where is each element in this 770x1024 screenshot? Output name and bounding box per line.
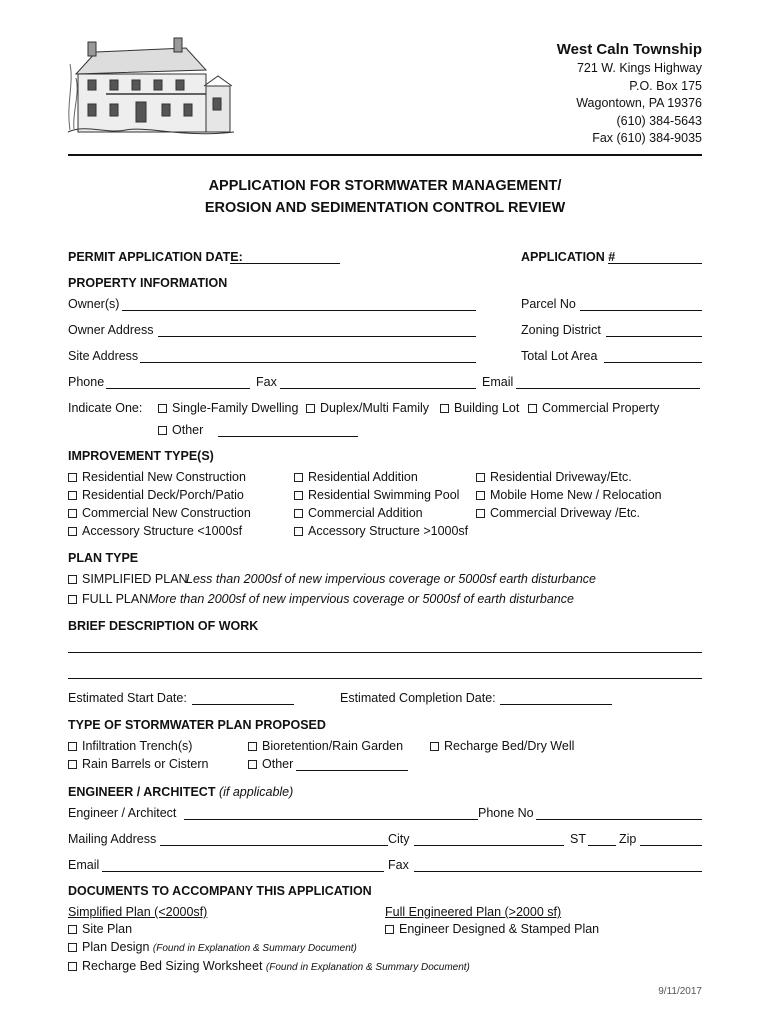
- mailing-address-field[interactable]: [160, 845, 388, 846]
- simplified-plan-checkbox[interactable]: [68, 575, 77, 584]
- improvement-option[interactable]: Mobile Home New / Relocation: [476, 488, 662, 502]
- application-number-field[interactable]: [608, 263, 702, 264]
- application-number-label: APPLICATION #: [521, 250, 616, 264]
- full-plan-option[interactable]: FULL PLAN: [68, 592, 148, 606]
- permit-date-field[interactable]: [230, 263, 340, 264]
- other-property-option[interactable]: Other: [158, 423, 203, 437]
- rain-barrels-checkbox[interactable]: [68, 760, 77, 769]
- commercial-property-option[interactable]: Commercial Property: [528, 401, 659, 415]
- other-property-field[interactable]: [218, 436, 358, 437]
- city-label: City: [388, 832, 410, 846]
- improvement-checkbox[interactable]: [476, 509, 485, 518]
- footer-date: 9/11/2017: [658, 986, 702, 997]
- state-field[interactable]: [588, 845, 616, 846]
- plan-design-option[interactable]: Plan Design (Found in Explanation & Summary Document): [68, 940, 357, 954]
- description-line-1[interactable]: [68, 652, 702, 653]
- stormwater-plan-heading: TYPE OF STORMWATER PLAN PROPOSED: [68, 718, 326, 732]
- recharge-worksheet-option[interactable]: Recharge Bed Sizing Worksheet (Found in Explanation & Summary Document): [68, 959, 470, 973]
- engineer-heading: ENGINEER / ARCHITECT (if applicable): [68, 785, 294, 799]
- improvement-checkbox[interactable]: [68, 491, 77, 500]
- improvement-types-heading: IMPROVEMENT TYPE(S): [68, 449, 214, 463]
- phone-field[interactable]: [106, 388, 250, 389]
- improvement-checkbox[interactable]: [68, 527, 77, 536]
- recharge-bed-option[interactable]: Recharge Bed/Dry Well: [430, 739, 574, 753]
- zip-label: Zip: [619, 832, 637, 846]
- simplified-plan-option[interactable]: SIMPLIFIED PLAN: [68, 572, 188, 586]
- bioretention-checkbox[interactable]: [248, 742, 257, 751]
- fax-field[interactable]: [280, 388, 476, 389]
- single-family-checkbox[interactable]: [158, 404, 167, 413]
- infiltration-trench-checkbox[interactable]: [68, 742, 77, 751]
- recharge-worksheet-checkbox[interactable]: [68, 962, 77, 971]
- improvement-option[interactable]: Commercial Addition: [294, 506, 423, 520]
- phone-number: (610) 384-5643: [616, 113, 702, 128]
- state-label: ST: [570, 832, 586, 846]
- site-address-field[interactable]: [140, 362, 476, 363]
- email-label: Email: [482, 375, 514, 389]
- simplified-plan-description: Less than 2000sf of new impervious coverage or 5000sf earth disturbance: [186, 572, 596, 586]
- engineer-phone-label: Phone No: [478, 806, 534, 820]
- duplex-checkbox[interactable]: [306, 404, 315, 413]
- city-field[interactable]: [414, 845, 564, 846]
- fax-label: Fax: [256, 375, 277, 389]
- other-stormwater-option[interactable]: Other: [248, 757, 293, 771]
- other-property-checkbox[interactable]: [158, 426, 167, 435]
- engineer-email-field[interactable]: [102, 871, 384, 872]
- improvement-option[interactable]: Commercial Driveway /Etc.: [476, 506, 640, 520]
- improvement-option[interactable]: Residential Deck/Porch/Patio: [68, 488, 244, 502]
- engineer-phone-field[interactable]: [536, 819, 702, 820]
- improvement-option[interactable]: Residential New Construction: [68, 470, 246, 484]
- improvement-checkbox[interactable]: [294, 491, 303, 500]
- township-contact-block: [557, 40, 702, 148]
- other-stormwater-checkbox[interactable]: [248, 760, 257, 769]
- engineer-designed-checkbox[interactable]: [385, 925, 394, 934]
- other-stormwater-field[interactable]: [296, 770, 408, 771]
- improvement-option[interactable]: Residential Addition: [294, 470, 418, 484]
- rain-barrels-option[interactable]: Rain Barrels or Cistern: [68, 757, 208, 771]
- start-date-field[interactable]: [192, 704, 294, 705]
- infiltration-trench-option[interactable]: Infiltration Trench(s): [68, 739, 192, 753]
- site-address-label: Site Address: [68, 349, 139, 363]
- improvement-checkbox[interactable]: [68, 473, 77, 482]
- engineer-email-label: Email: [68, 858, 100, 872]
- owner-address-label: Owner Address: [68, 323, 154, 337]
- permit-date-label: PERMIT APPLICATION DATE:: [68, 250, 243, 264]
- full-docs-heading: Full Engineered Plan (>2000 sf): [385, 905, 562, 919]
- site-plan-checkbox[interactable]: [68, 925, 77, 934]
- full-plan-description: More than 2000sf of new impervious coverage or 5000sf of earth disturbance: [148, 592, 574, 606]
- plan-design-checkbox[interactable]: [68, 943, 77, 952]
- form-title-line-1: APPLICATION FOR STORMWATER MANAGEMENT/: [208, 178, 562, 194]
- recharge-bed-checkbox[interactable]: [430, 742, 439, 751]
- parcel-field[interactable]: [580, 310, 702, 311]
- owner-label: Owner(s): [68, 297, 120, 311]
- township-house-logo: [66, 34, 236, 144]
- parcel-label: Parcel No: [521, 297, 576, 311]
- lot-area-label: Total Lot Area: [521, 349, 598, 363]
- description-line-2[interactable]: [68, 678, 702, 679]
- simplified-docs-heading: Simplified Plan (<2000sf): [68, 905, 208, 919]
- commercial-property-checkbox[interactable]: [528, 404, 537, 413]
- improvement-option[interactable]: Accessory Structure >1000sf: [294, 524, 468, 538]
- improvement-option[interactable]: Residential Driveway/Etc.: [476, 470, 632, 484]
- header-divider: [68, 154, 702, 156]
- mailing-address-label: Mailing Address: [68, 832, 157, 846]
- building-lot-checkbox[interactable]: [440, 404, 449, 413]
- property-info-heading: PROPERTY INFORMATION: [68, 276, 228, 290]
- single-family-option[interactable]: Single-Family Dwelling: [158, 401, 298, 415]
- owner-field[interactable]: [122, 310, 476, 311]
- zoning-district-field[interactable]: [606, 336, 702, 337]
- engineer-name-field[interactable]: [184, 819, 478, 820]
- improvement-option[interactable]: Accessory Structure <1000sf: [68, 524, 242, 538]
- fax-number: Fax (610) 384-9035: [592, 131, 702, 145]
- start-date-label: Estimated Start Date:: [68, 691, 187, 705]
- building-lot-option[interactable]: Building Lot: [440, 401, 519, 415]
- engineer-fax-label: Fax: [388, 858, 409, 872]
- completion-date-label: Estimated Completion Date:: [340, 691, 496, 705]
- lot-area-field[interactable]: [604, 362, 702, 363]
- address-line-3: Wagontown, PA 19376: [576, 96, 702, 110]
- owner-address-field[interactable]: [158, 336, 476, 337]
- email-field[interactable]: [516, 388, 700, 389]
- phone-label: Phone: [68, 375, 105, 389]
- improvement-checkbox[interactable]: [294, 527, 303, 536]
- completion-date-field[interactable]: [500, 704, 612, 705]
- full-plan-checkbox[interactable]: [68, 595, 77, 604]
- plan-type-heading: PLAN TYPE: [68, 551, 139, 565]
- address-line-1: 721 W. Kings Highway: [576, 61, 702, 75]
- improvement-checkbox[interactable]: [476, 491, 485, 500]
- improvement-checkbox[interactable]: [294, 509, 303, 518]
- site-plan-option[interactable]: Site Plan: [68, 922, 132, 936]
- engineer-name-label: Engineer / Architect: [68, 806, 177, 820]
- improvement-checkbox[interactable]: [476, 473, 485, 482]
- improvement-option[interactable]: Commercial New Construction: [68, 506, 251, 520]
- improvement-checkbox[interactable]: [68, 509, 77, 518]
- indicate-one-label: Indicate One:: [68, 401, 143, 415]
- duplex-option[interactable]: Duplex/Multi Family: [306, 401, 429, 415]
- improvement-option[interactable]: Residential Swimming Pool: [294, 488, 459, 502]
- zip-field[interactable]: [640, 845, 702, 846]
- engineer-fax-field[interactable]: [414, 871, 702, 872]
- bioretention-option[interactable]: Bioretention/Rain Garden: [248, 739, 403, 753]
- engineer-designed-option[interactable]: Engineer Designed & Stamped Plan: [385, 922, 599, 936]
- address-line-2: P.O. Box 175: [629, 78, 702, 93]
- description-heading: BRIEF DESCRIPTION OF WORK: [68, 619, 259, 633]
- township-name: West Caln Township: [556, 41, 702, 58]
- documents-heading: DOCUMENTS TO ACCOMPANY THIS APPLICATION: [68, 884, 372, 898]
- improvement-checkbox[interactable]: [294, 473, 303, 482]
- form-title-line-2: EROSION AND SEDIMENTATION CONTROL REVIEW: [204, 200, 566, 216]
- zoning-district-label: Zoning District: [521, 323, 601, 337]
